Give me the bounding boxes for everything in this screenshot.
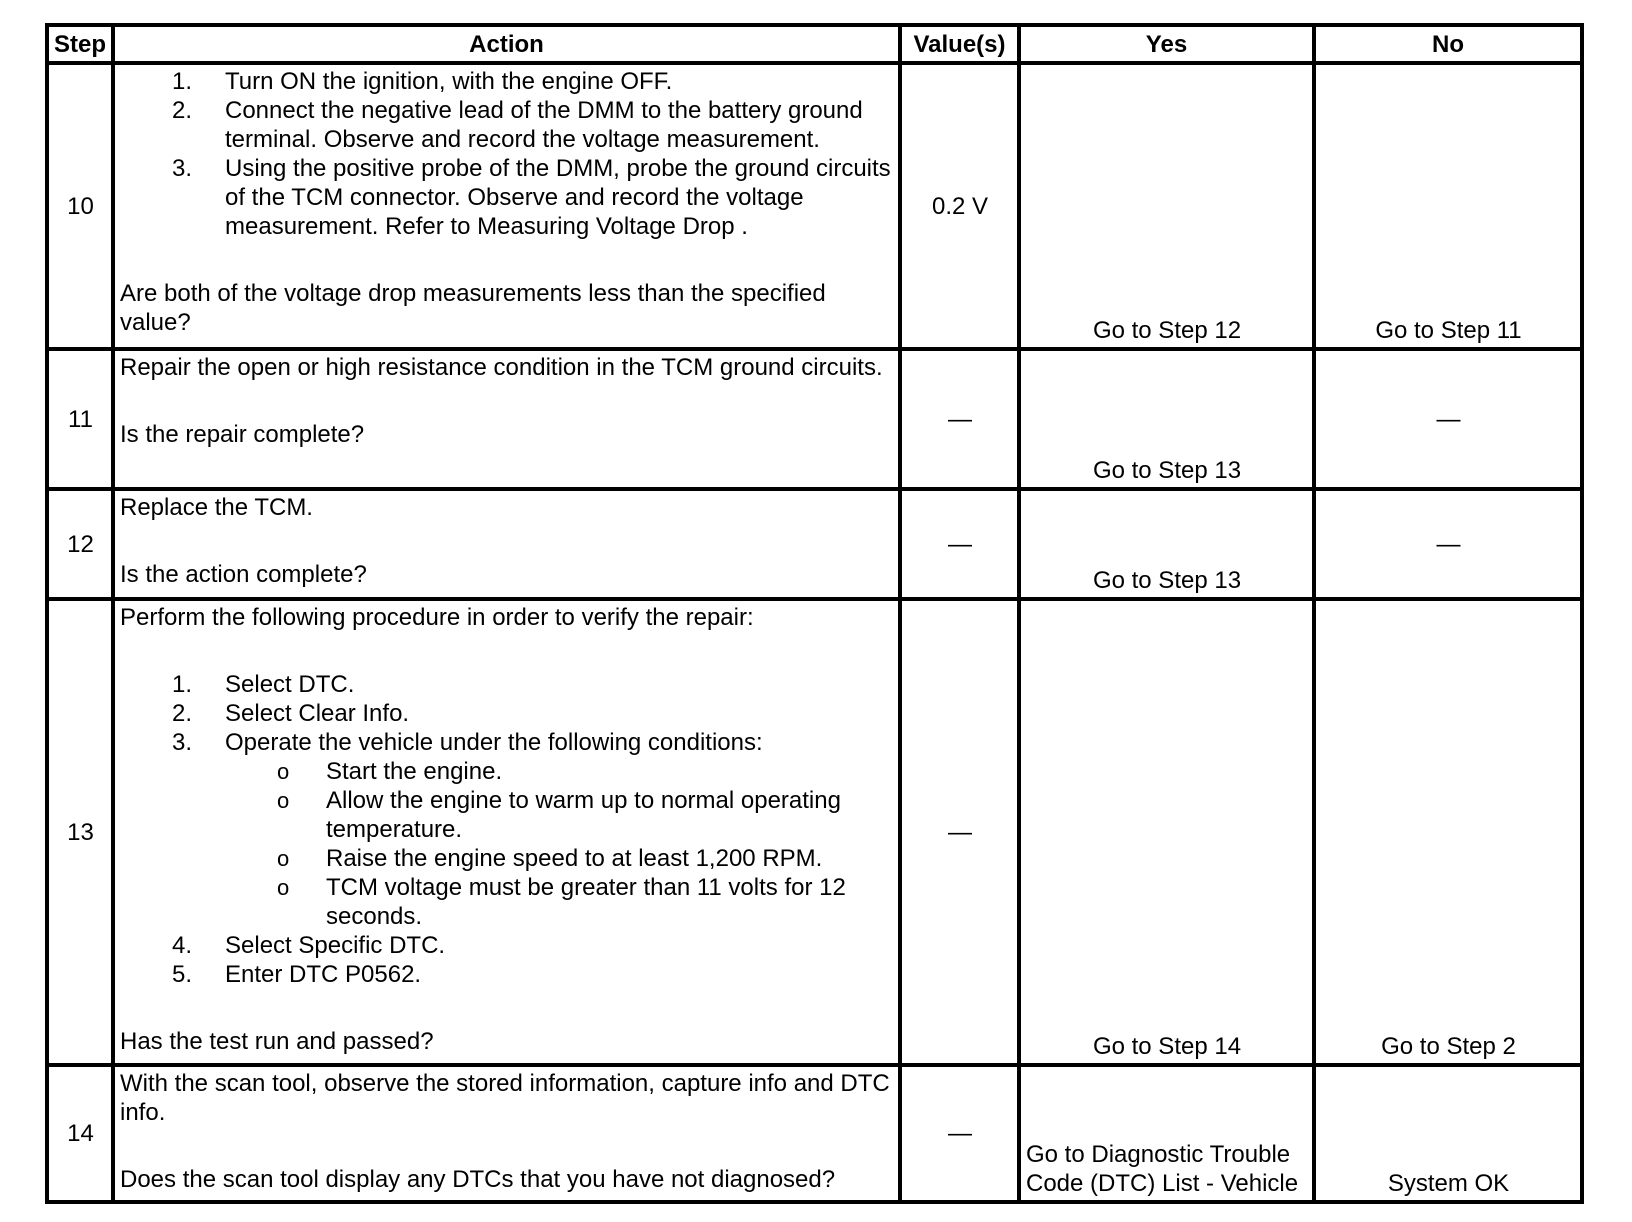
value-cell: — xyxy=(900,349,1019,489)
no-cell: System OK xyxy=(1314,1065,1582,1202)
action-question: Is the action complete? xyxy=(120,561,367,588)
header-step: Step xyxy=(47,25,113,63)
action-intro: Repair the open or high resistance condition in the TCM ground circuits. xyxy=(120,354,883,381)
action-cell xyxy=(113,1065,900,1202)
item-number: 3. xyxy=(172,155,193,182)
list-item xyxy=(120,960,894,989)
action-question: Has the test run and passed? xyxy=(120,1028,434,1055)
no-cell: — xyxy=(1314,489,1582,599)
list-item xyxy=(120,931,894,960)
yes-cell: Go to Diagnostic Trouble Code (DTC) List - Vehicle xyxy=(1019,1065,1314,1202)
header-row xyxy=(47,25,1582,63)
action-cell xyxy=(113,349,900,489)
list-item xyxy=(120,96,894,154)
item-text: Select DTC. xyxy=(225,671,355,698)
item-text: Connect the negative lead of the DMM to the battery ground terminal. Observe and record the voltage measurement. xyxy=(225,97,863,153)
numbered-list xyxy=(120,670,894,989)
bullet-item xyxy=(120,757,894,786)
bullet-item xyxy=(120,844,894,873)
table-row xyxy=(47,63,1582,349)
table-row xyxy=(47,599,1582,1065)
value-cell: — xyxy=(900,489,1019,599)
value-cell: — xyxy=(900,599,1019,1065)
item-text: Turn ON the ignition, with the engine OFF. xyxy=(225,68,673,95)
list-item xyxy=(120,154,894,241)
item-number: 2. xyxy=(172,700,193,727)
numbered-list xyxy=(120,67,894,241)
item-number: 1. xyxy=(172,671,193,698)
item-number: 3. xyxy=(172,729,193,756)
item-text: Operate the vehicle under the following conditions: xyxy=(225,729,763,756)
bullet-marker: o xyxy=(277,875,290,900)
no-cell: Go to Step 11 xyxy=(1314,63,1582,349)
bullet-text: Raise the engine speed to at least 1,200 RPM. xyxy=(326,845,823,872)
step-number: 13 xyxy=(47,599,113,1065)
item-text: Select Specific DTC. xyxy=(225,932,446,959)
diagnostic-steps-table xyxy=(45,23,1584,1204)
value-cell: 0.2 V xyxy=(900,63,1019,349)
bullet-marker: o xyxy=(277,759,290,784)
item-text: Select Clear Info. xyxy=(225,700,410,727)
bullet-item xyxy=(120,786,894,844)
yes-cell: Go to Step 14 xyxy=(1019,599,1314,1065)
item-number: 4. xyxy=(172,932,193,959)
action-cell xyxy=(113,489,900,599)
bullet-list xyxy=(120,757,894,931)
action-question: Does the scan tool display any DTCs that you have not diagnosed? xyxy=(120,1166,836,1193)
table-row xyxy=(47,489,1582,599)
action-cell xyxy=(113,599,900,1065)
value-cell: — xyxy=(900,1065,1019,1202)
header-no: No xyxy=(1314,25,1582,63)
action-cell xyxy=(113,63,900,349)
bullet-item xyxy=(120,873,894,931)
item-number: 5. xyxy=(172,961,193,988)
table-row xyxy=(47,349,1582,489)
bullet-text: TCM voltage must be greater than 11 volts for 12 seconds. xyxy=(326,874,846,930)
bullet-marker: o xyxy=(277,846,290,871)
list-item xyxy=(120,699,894,728)
header-values: Value(s) xyxy=(900,25,1019,63)
item-number: 2. xyxy=(172,97,193,124)
header-action: Action xyxy=(113,25,900,63)
yes-cell: Go to Step 13 xyxy=(1019,489,1314,599)
table-row xyxy=(47,1065,1582,1202)
action-question: Is the repair complete? xyxy=(120,421,365,448)
action-intro: Perform the following procedure in order to verify the repair: xyxy=(120,604,754,631)
list-item xyxy=(120,670,894,699)
item-text: Using the positive probe of the DMM, probe the ground circuits of the TCM connector. Observe and record the voltage measurement. Refer to Measuring Voltage Drop . xyxy=(225,155,891,240)
step-number: 10 xyxy=(47,63,113,349)
action-intro: Replace the TCM. xyxy=(120,494,313,521)
yes-cell: Go to Step 12 xyxy=(1019,63,1314,349)
bullet-text: Allow the engine to warm up to normal operating temperature. xyxy=(326,787,841,843)
no-cell: — xyxy=(1314,349,1582,489)
no-cell: Go to Step 2 xyxy=(1314,599,1582,1065)
bullet-marker: o xyxy=(277,788,290,813)
step-number: 12 xyxy=(47,489,113,599)
item-text: Enter DTC P0562. xyxy=(225,961,422,988)
step-number: 14 xyxy=(47,1065,113,1202)
bullet-text: Start the engine. xyxy=(326,758,503,785)
step-number: 11 xyxy=(47,349,113,489)
yes-cell: Go to Step 13 xyxy=(1019,349,1314,489)
action-intro: With the scan tool, observe the stored information, capture info and DTC info. xyxy=(120,1070,890,1126)
list-item xyxy=(120,728,894,931)
header-yes: Yes xyxy=(1019,25,1314,63)
action-question: Are both of the voltage drop measurements less than the specified value? xyxy=(120,280,826,336)
item-number: 1. xyxy=(172,68,193,95)
list-item xyxy=(120,67,894,96)
